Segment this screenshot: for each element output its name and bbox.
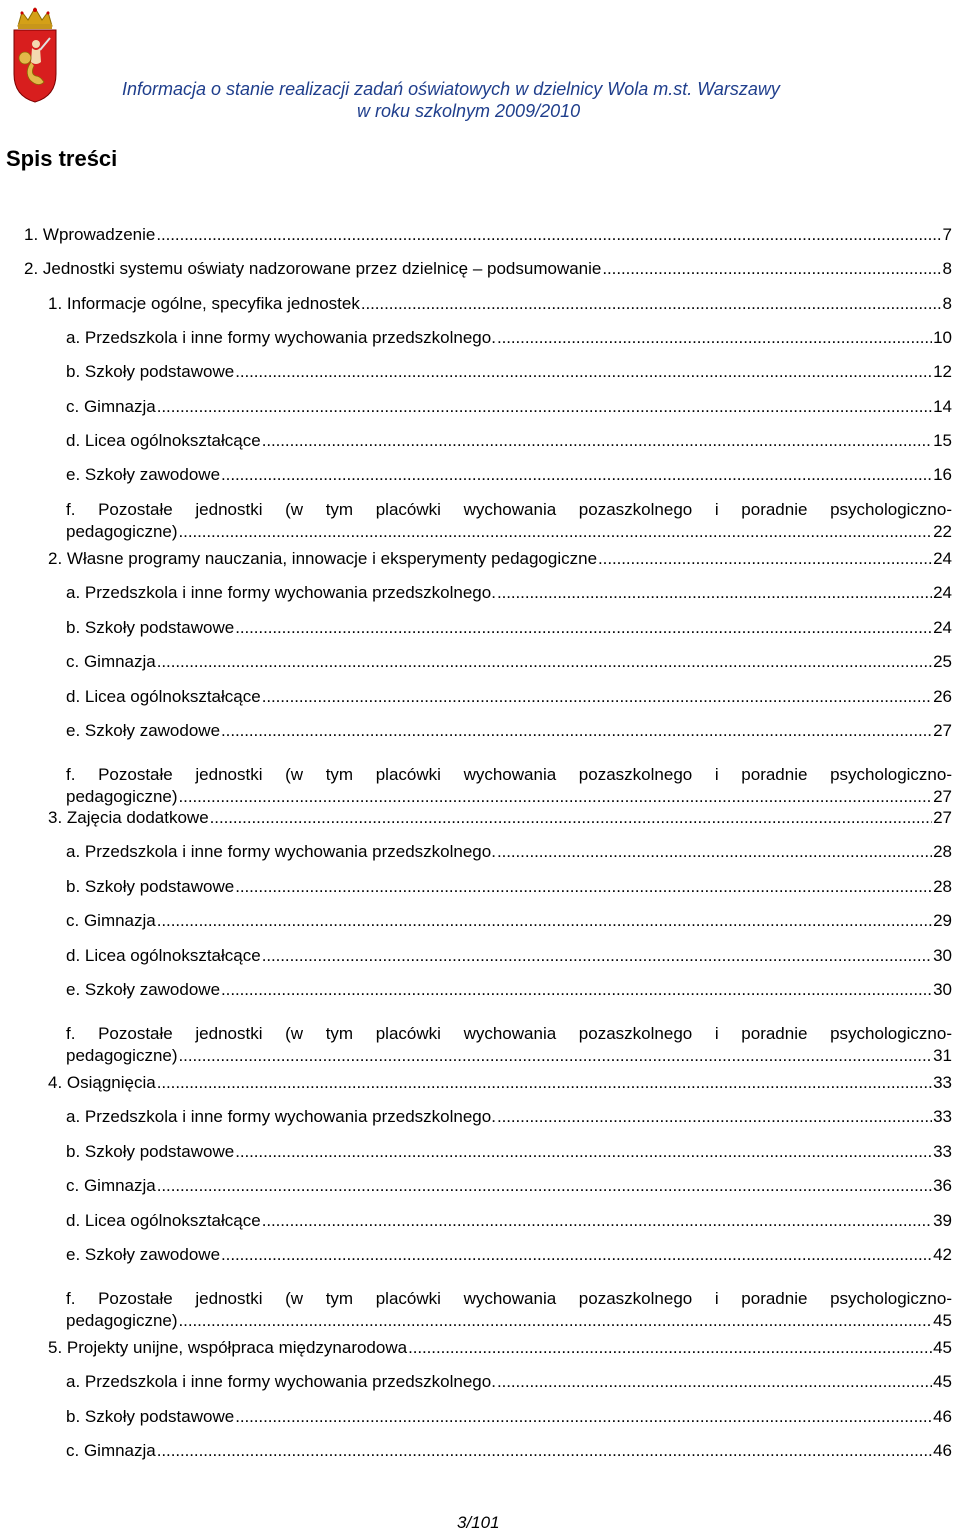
toc-entry-leader-dots [497, 327, 932, 349]
toc-entry[interactable] [66, 499, 952, 543]
toc-entry-page-number: 45 [933, 1338, 952, 1357]
toc-entry-leader-dots [157, 910, 932, 932]
toc-entry-leader-dots [598, 548, 932, 570]
toc-entry-leader-dots [179, 521, 933, 543]
toc-entry-leader-dots [262, 1210, 932, 1232]
toc-entry-page-number: 10 [933, 328, 952, 347]
toc-entry[interactable] [66, 1175, 952, 1197]
toc-entry-title: a. Przedszkola i inne formy wychowania przedszkolnego. [66, 842, 496, 861]
toc-entry[interactable] [66, 1406, 952, 1428]
toc-entry-page-number: 45 [933, 1311, 952, 1330]
toc-entry-title: pedagogiczne) [66, 1046, 178, 1065]
toc-entry-leader-dots [235, 876, 932, 898]
toc-entry-title: e. Szkoły zawodowe [66, 1245, 221, 1264]
toc-entry-page-number: 12 [933, 362, 952, 381]
toc-entry[interactable] [66, 945, 952, 967]
toc-entry[interactable] [66, 617, 952, 639]
toc-entry[interactable] [66, 1288, 952, 1332]
toc-entry-title: d. Licea ogólnokształcące [66, 1211, 261, 1230]
toc-entry[interactable] [24, 258, 952, 280]
toc-entry-page-number: 39 [933, 1211, 952, 1230]
toc-entry-page-number: 36 [933, 1176, 952, 1195]
toc-entry-title: a. Przedszkola i inne formy wychowania przedszkolnego. [66, 1372, 496, 1391]
toc-entry-title-line1: f. Pozostałe jednostki (w tym placówki wychowania pozaszkolnego i poradnie psychologiczno- [66, 1024, 952, 1043]
toc-entry-title: c. Gimnazja [66, 397, 156, 416]
toc-entry-leader-dots [262, 430, 932, 452]
toc-entry[interactable] [66, 396, 952, 418]
header-title-line1: Informacja o stanie realizacji zadań oświatowych w dzielnicy Wola m.st. Warszawy [122, 79, 780, 99]
toc-entry-page-number: 7 [942, 225, 952, 244]
toc-entry-leader-dots [497, 582, 932, 604]
toc-entry[interactable] [66, 464, 952, 486]
toc-entry-page-number: 45 [933, 1372, 952, 1391]
toc-entry-page-number: 46 [933, 1441, 952, 1460]
toc-entry-title: e. Szkoły zawodowe [66, 980, 221, 999]
toc-entry-leader-dots [361, 293, 942, 315]
toc-entry[interactable] [48, 1337, 952, 1359]
toc-entry-title: 2. Jednostki systemu oświaty nadzorowane przez dzielnicę – podsumowanie [24, 259, 602, 278]
toc-entry[interactable] [66, 720, 952, 742]
toc-entry[interactable] [66, 1244, 952, 1266]
toc-entry-title: c. Gimnazja [66, 652, 156, 671]
toc-entry-leader-dots [235, 617, 932, 639]
toc-entry-title-line1: f. Pozostałe jednostki (w tym placówki wychowania pozaszkolnego i poradnie psychologiczno- [66, 765, 952, 784]
toc-entry-title: 1. Informacje ogólne, specyfika jednostek [48, 294, 360, 313]
toc-entry-title: b. Szkoły podstawowe [66, 362, 235, 381]
toc-entry[interactable] [48, 807, 952, 829]
toc-entry-title: 5. Projekty unijne, współpraca międzynarodowa [48, 1338, 408, 1357]
toc-entry-leader-dots [235, 1406, 932, 1428]
toc-entry-page-number: 30 [933, 980, 952, 999]
toc-entry-title: c. Gimnazja [66, 1441, 156, 1460]
toc-entry-title: e. Szkoły zawodowe [66, 721, 221, 740]
toc-entry-title: d. Licea ogólnokształcące [66, 431, 261, 450]
toc-entry-leader-dots [497, 841, 932, 863]
toc-entry-title: 4. Osiągnięcia [48, 1073, 156, 1092]
toc-entry-leader-dots [221, 1244, 932, 1266]
toc-entry-leader-dots [221, 720, 932, 742]
toc-entry-page-number: 28 [933, 877, 952, 896]
toc-entry-leader-dots [221, 464, 932, 486]
toc-entry-title: b. Szkoły podstawowe [66, 1407, 235, 1426]
toc-entry-title: c. Gimnazja [66, 1176, 156, 1195]
document-header-title [122, 78, 922, 122]
toc-entry[interactable] [66, 1106, 952, 1128]
toc-entry-leader-dots [408, 1337, 932, 1359]
toc-entry-page-number: 24 [933, 583, 952, 602]
toc-entry-title: c. Gimnazja [66, 911, 156, 930]
toc-entry-leader-dots [497, 1371, 932, 1393]
toc-entry-page-number: 33 [933, 1107, 952, 1126]
toc-entry-title: e. Szkoły zawodowe [66, 465, 221, 484]
toc-entry-title-line1: f. Pozostałe jednostki (w tym placówki wychowania pozaszkolnego i poradnie psychologiczno- [66, 500, 952, 519]
toc-entry-page-number: 22 [933, 522, 952, 541]
toc-entry[interactable] [66, 910, 952, 932]
toc-entry-leader-dots [262, 945, 932, 967]
toc-entry-title: b. Szkoły podstawowe [66, 618, 235, 637]
toc-entry[interactable] [66, 361, 952, 383]
toc-entry-title: pedagogiczne) [66, 787, 178, 806]
toc-heading: Spis treści [6, 146, 118, 171]
toc-entry-page-number: 42 [933, 1245, 952, 1264]
toc-entry-page-number: 27 [933, 721, 952, 740]
toc-entry-page-number: 29 [933, 911, 952, 930]
toc-entry-page-number: 25 [933, 652, 952, 671]
toc-entry[interactable] [48, 548, 952, 570]
toc-entry-leader-dots [157, 1440, 932, 1462]
toc-entry[interactable] [66, 1023, 952, 1067]
toc-entry[interactable] [66, 1141, 952, 1163]
toc-entry-page-number: 27 [933, 808, 952, 827]
toc-entry-title: b. Szkoły podstawowe [66, 1142, 235, 1161]
toc-entry-leader-dots [179, 786, 933, 808]
toc-entry-page-number: 24 [933, 549, 952, 568]
toc-entry-page-number: 24 [933, 618, 952, 637]
toc-entry-page-number: 14 [933, 397, 952, 416]
toc-entry-leader-dots [262, 686, 932, 708]
toc-entry-title: d. Licea ogólnokształcące [66, 687, 261, 706]
toc-entry-leader-dots [210, 807, 932, 829]
toc-entry-title: b. Szkoły podstawowe [66, 877, 235, 896]
toc-entry-leader-dots [602, 258, 941, 280]
toc-entry-title: a. Przedszkola i inne formy wychowania przedszkolnego. [66, 1107, 496, 1126]
toc-entry[interactable] [24, 224, 952, 246]
toc-entry[interactable] [66, 582, 952, 604]
toc-entry[interactable] [66, 979, 952, 1001]
warsaw-coat-of-arms-icon [10, 4, 60, 104]
toc-entry-leader-dots [497, 1106, 932, 1128]
toc-entry-page-number: 16 [933, 465, 952, 484]
toc-entry[interactable] [66, 327, 952, 349]
toc-entry-leader-dots [157, 1072, 932, 1094]
header-title-line2: w roku szkolnym 2009/2010 [357, 101, 581, 121]
toc-entry-leader-dots [235, 361, 932, 383]
page-number: 3/101 [457, 1513, 500, 1532]
toc-entry-leader-dots [221, 979, 932, 1001]
toc-entry[interactable] [66, 1371, 952, 1393]
toc-entry-title: 2. Własne programy nauczania, innowacje i eksperymenty pedagogiczne [48, 549, 598, 568]
toc-entry[interactable] [48, 1072, 952, 1094]
toc-entry-title: 1. Wprowadzenie [24, 225, 156, 244]
toc-entry-page-number: 33 [933, 1073, 952, 1092]
toc-entry-page-number: 30 [933, 946, 952, 965]
toc-entry-page-number: 33 [933, 1142, 952, 1161]
toc-entry-page-number: 28 [933, 842, 952, 861]
toc-entry-leader-dots [156, 224, 941, 246]
toc-entry-page-number: 8 [942, 294, 952, 313]
toc-entry[interactable] [66, 841, 952, 863]
toc-entry[interactable] [66, 430, 952, 452]
toc-entry-leader-dots [157, 396, 932, 418]
toc-entry-page-number: 31 [933, 1046, 952, 1065]
toc-entry[interactable] [66, 1440, 952, 1462]
toc-entry-page-number: 46 [933, 1407, 952, 1426]
toc-entry-title: d. Licea ogólnokształcące [66, 946, 261, 965]
toc-entry-page-number: 8 [942, 259, 952, 278]
toc-entry-page-number: 27 [933, 787, 952, 806]
toc-entry[interactable] [66, 764, 952, 808]
toc-entry[interactable] [48, 293, 952, 315]
toc-entry-page-number: 15 [933, 431, 952, 450]
toc-entry[interactable] [66, 1210, 952, 1232]
toc-entry-leader-dots [157, 1175, 932, 1197]
toc-entry-title: a. Przedszkola i inne formy wychowania przedszkolnego. [66, 328, 496, 347]
toc-entry-leader-dots [179, 1045, 933, 1067]
toc-entry-title-line1: f. Pozostałe jednostki (w tym placówki wychowania pozaszkolnego i poradnie psychologiczno- [66, 1289, 952, 1308]
toc-entry-leader-dots [179, 1310, 933, 1332]
toc-entry-title: pedagogiczne) [66, 522, 178, 541]
toc-entry-leader-dots [235, 1141, 932, 1163]
toc-entry-title: a. Przedszkola i inne formy wychowania przedszkolnego. [66, 583, 496, 602]
toc-entry-title: pedagogiczne) [66, 1311, 178, 1330]
toc-entry-leader-dots [157, 651, 932, 673]
toc-entry[interactable] [66, 651, 952, 673]
toc-entry[interactable] [66, 876, 952, 898]
toc-entry-title: 3. Zajęcia dodatkowe [48, 808, 209, 827]
toc-entry[interactable] [66, 686, 952, 708]
toc-entry-page-number: 26 [933, 687, 952, 706]
